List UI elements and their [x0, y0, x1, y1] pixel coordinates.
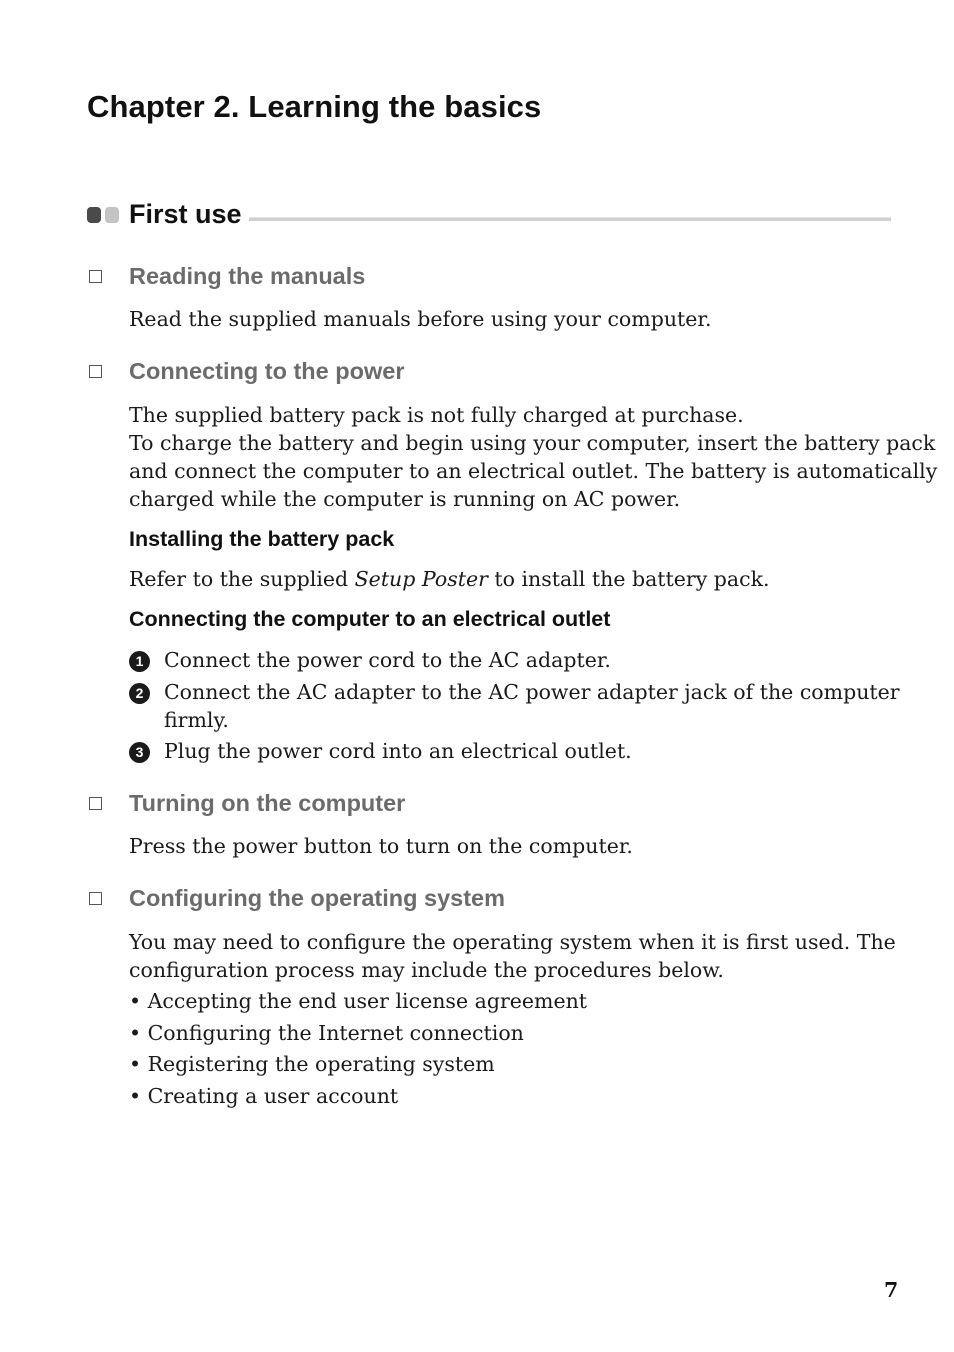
text-line: Connect the power cord to the AC adapter.	[164, 648, 611, 672]
light-dot-icon	[105, 207, 119, 223]
section-dots-icon	[87, 207, 121, 225]
square-bullet-icon	[89, 797, 102, 810]
chapter-title: Chapter 2. Learning the basics	[87, 89, 542, 124]
subsection-title: Connecting to the power	[129, 358, 405, 384]
step-number-icon: 3	[129, 742, 150, 763]
list-item: • Configuring the Internet connection	[129, 1021, 524, 1045]
setup-poster-reference: Setup Poster	[354, 567, 488, 591]
section-title: First use	[129, 199, 242, 229]
text-line: and connect the computer to an electrical outlet. The battery is automatically	[129, 459, 938, 483]
text-segment: Refer to the supplied	[129, 567, 355, 591]
text-line: You may need to configure the operating system when it is first used. The	[129, 930, 896, 954]
list-item: • Creating a user account	[129, 1084, 399, 1108]
step-text	[164, 737, 904, 765]
step-number-icon: 1	[129, 651, 150, 672]
step-number-icon: 2	[129, 683, 150, 704]
step-text	[164, 646, 904, 674]
subsection-title: Configuring the operating system	[129, 885, 506, 911]
reading-manuals-text: Read the supplied manuals before using your computer.	[129, 307, 712, 331]
text-line: Plug the power cord into an electrical outlet.	[164, 739, 632, 763]
square-bullet-icon	[89, 270, 102, 283]
section-header	[87, 199, 891, 235]
text-line: configuration process may include the procedures below.	[129, 958, 724, 982]
installing-battery-heading: Installing the battery pack	[129, 527, 395, 551]
text-line: firmly.	[164, 708, 229, 732]
electrical-outlet-heading: Connecting the computer to an electrical outlet	[129, 607, 611, 631]
text-line: The supplied battery pack is not fully charged at purchase.	[129, 403, 744, 427]
text-line: Connect the AC adapter to the AC power adapter jack of the computer	[164, 680, 900, 704]
section-divider	[249, 217, 891, 221]
list-item: • Accepting the end user license agreement	[129, 989, 588, 1013]
subsection-title: Reading the manuals	[129, 263, 366, 289]
dark-dot-icon	[87, 207, 101, 223]
battery-charge-paragraph	[129, 401, 938, 513]
text-line: To charge the battery and begin using your computer, insert the battery pack	[129, 431, 936, 455]
step-text	[164, 678, 904, 734]
text-segment: to install the battery pack.	[487, 567, 770, 591]
subsection-title: Turning on the computer	[129, 790, 406, 816]
page-number: 7	[884, 1278, 899, 1302]
list-item: • Registering the operating system	[129, 1052, 495, 1076]
text-line: charged while the computer is running on AC power.	[129, 487, 681, 511]
configuring-os-paragraph	[129, 928, 899, 984]
square-bullet-icon	[89, 365, 102, 378]
square-bullet-icon	[89, 892, 102, 905]
installing-battery-text	[129, 565, 899, 593]
turning-on-text: Press the power button to turn on the computer.	[129, 834, 633, 858]
